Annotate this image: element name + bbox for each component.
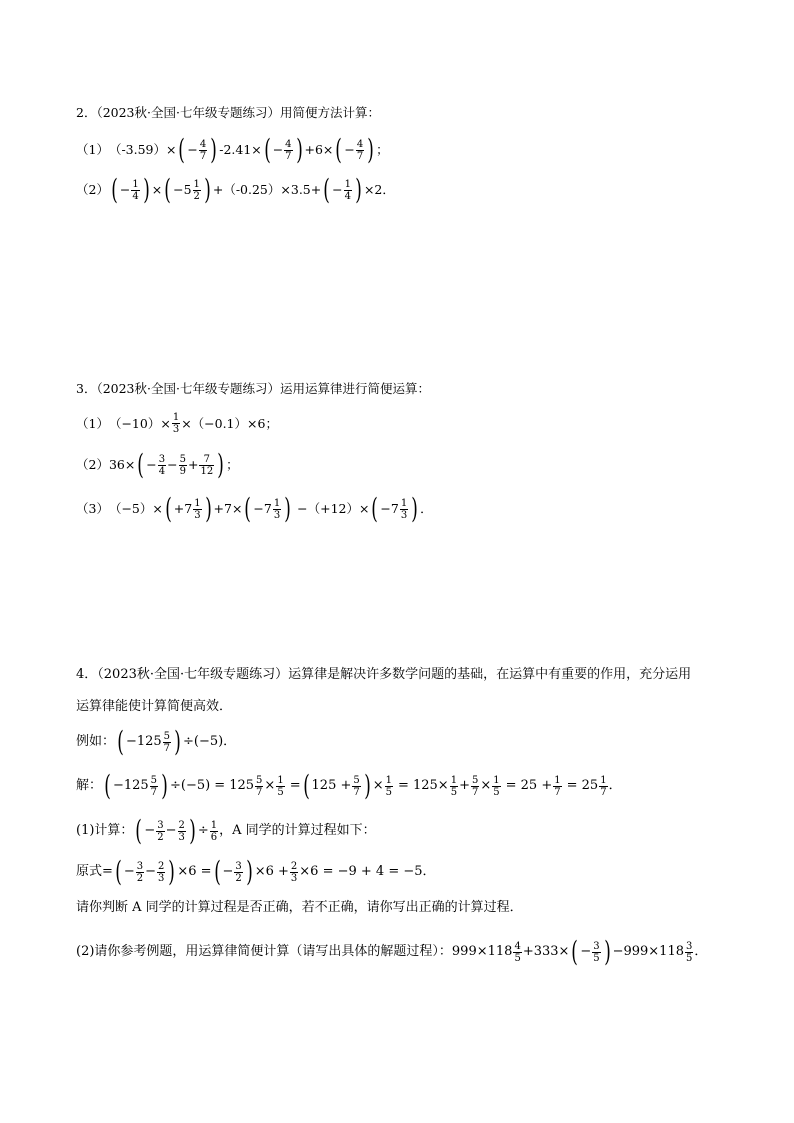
paren-group: ( − $\frac{3}{2}$ ): [212, 858, 255, 886]
numerator: 1: [172, 412, 180, 423]
minus-sign: ( −: [332, 182, 343, 197]
minus-sign: ( −: [272, 142, 284, 157]
numerator: 4: [514, 940, 521, 952]
numerator: 4: [199, 138, 207, 150]
whole-part: ( −5: [173, 182, 192, 197]
fraction: [136, 861, 144, 884]
numerator: 1: [273, 497, 281, 509]
fraction: [158, 454, 166, 477]
fraction: [163, 731, 171, 754]
solution-a: = 125: [214, 778, 255, 793]
whole-part: ( −7: [253, 501, 272, 516]
numerator: 1: [194, 497, 201, 509]
numerator: 4: [356, 138, 364, 150]
fraction: [450, 775, 458, 798]
q4-part1: [76, 817, 376, 845]
q3-part1: [76, 412, 278, 435]
q3-part2: [76, 451, 239, 479]
paren-group: [109, 176, 152, 204]
numerator: 1: [132, 178, 139, 190]
minus-sign: ( −: [119, 182, 131, 197]
fraction: [352, 775, 360, 798]
numerator: 5: [471, 774, 479, 786]
denominator: 3: [194, 509, 201, 521]
q3-p1-label: （1）: [76, 415, 109, 431]
solution-d: +: [459, 778, 470, 793]
denominator: 2: [157, 831, 164, 843]
denominator: 3: [158, 872, 165, 884]
q3-p3-end: ．: [420, 501, 433, 516]
whole-part: ( −7: [380, 501, 399, 516]
q4-title1-text: 4．（2023秋·全国·七年级专题练习）运算律是解决许多数学问题的基础，在运算中有重要的作用，充分运用: [76, 667, 692, 682]
orig-c: ×6 = −9 + 4 = −5．: [299, 864, 436, 879]
denominator: 5: [593, 952, 600, 964]
denominator: 7: [256, 786, 263, 798]
q3-title: [76, 378, 430, 400]
q3-p2-end: ；: [226, 457, 239, 472]
q3-p2-a: 36×: [108, 457, 136, 472]
fraction: [199, 454, 214, 477]
numerator: 1: [344, 178, 352, 190]
paren-group: [333, 136, 376, 164]
fraction: [284, 139, 292, 162]
numerator: 1: [277, 774, 284, 786]
q4-judge: [76, 897, 523, 919]
fraction: [290, 861, 298, 884]
whole-part: ( −125: [125, 734, 162, 749]
q2-title-text: 2．（2023秋·全国·七年级专题练习）用简便方法计算：: [76, 105, 380, 120]
numerator: 1: [554, 774, 561, 786]
q4-p2-tail: −999×118: [612, 944, 684, 959]
q4-p2-text: (2)请你参考例题，用运算律简便计算（请写出具体的解题过程）：999×118: [76, 944, 513, 959]
numerator: 3: [593, 940, 600, 952]
fraction: [685, 941, 693, 964]
paren-group: [163, 495, 214, 523]
orig-label: 原式=: [76, 864, 113, 879]
q2-part2: （2） ( − $\frac{1}{4}$ ) × ( −5 $\frac{1}{2}$ ) +（-0.25）×3.5+ ( − $\frac{1}{4}$ ) ×2．: [76, 176, 395, 204]
fraction: [513, 941, 521, 964]
fraction: [385, 775, 393, 798]
fraction: [131, 179, 139, 202]
numerator: 2: [178, 819, 185, 831]
fraction: [193, 179, 201, 202]
fraction: [156, 820, 164, 843]
numerator: 1: [210, 819, 218, 831]
solution-c: = 125×: [397, 778, 449, 793]
q3-title-text: 3．（2023秋·全国·七年级专题练习）运用运算律进行简便运算：: [76, 381, 430, 396]
denominator: 3: [273, 509, 281, 521]
paren-group: [369, 495, 420, 523]
fraction: [179, 454, 187, 477]
q4-part2: [76, 938, 707, 966]
denominator: 7: [199, 150, 207, 162]
q4-title2-text: 运算律能使计算简便高效．: [76, 699, 233, 714]
paren-group: ( − $\frac{3}{2}$ − $\frac{2}{3}$ ): [113, 858, 177, 886]
denominator: 3: [400, 509, 408, 521]
q3-p2-label: （2）: [76, 457, 109, 472]
q4-example: [76, 728, 236, 756]
q4-original: [76, 858, 436, 886]
denominator: 4: [344, 190, 352, 202]
denominator: 5: [493, 786, 500, 798]
fraction: [400, 498, 408, 521]
fraction: [193, 498, 201, 521]
q4-p1-label: (1)计算：: [76, 823, 134, 838]
paren-group: [301, 772, 373, 800]
q2-p2-end: ×2．: [363, 182, 395, 197]
q3-p3-c: −（+12）×: [297, 501, 370, 516]
denominator: 3: [172, 424, 180, 435]
numerator: 1: [193, 178, 200, 190]
q2-p2-mid: +（-0.25）×3.5+: [212, 182, 322, 197]
q3-p3-label: （3）: [76, 501, 109, 516]
q3-p1-a: （−10）×: [108, 415, 171, 431]
denominator: 2: [235, 872, 242, 884]
denominator: 9: [179, 465, 186, 477]
example-div: ÷(−5)．: [182, 734, 237, 749]
fraction: [492, 775, 500, 798]
whole-part: ( 125 +: [311, 778, 352, 793]
div-sign: ÷: [197, 823, 209, 838]
fraction: [344, 179, 352, 202]
numerator: 2: [158, 860, 165, 872]
numerator: 1: [385, 774, 392, 786]
denominator: 5: [450, 786, 458, 798]
paren-group: [115, 728, 183, 756]
denominator: 5: [514, 952, 521, 964]
whole-part: ( −125: [112, 778, 149, 793]
solution-label: 解：: [76, 778, 103, 793]
denominator: 4: [132, 190, 139, 202]
denominator: 12: [200, 465, 214, 477]
q4-title-line1: [76, 664, 691, 686]
q2-p1-end: ；: [376, 142, 389, 157]
denominator: 6: [210, 831, 218, 843]
fraction: [276, 775, 284, 798]
denominator: 3: [178, 831, 185, 843]
q4-p2-mid: +333×: [522, 944, 570, 959]
fraction: [471, 775, 479, 798]
numerator: 5: [163, 730, 171, 742]
numerator: 1: [400, 497, 408, 509]
minus-sign: ( −: [187, 142, 198, 157]
fraction: [255, 775, 263, 798]
numerator: 5: [179, 453, 186, 465]
q3-p1-b: ×（−0.1）×6；: [181, 415, 278, 431]
solution-b: =: [289, 778, 301, 793]
denominator: 5: [385, 786, 392, 798]
numerator: 1: [493, 774, 500, 786]
fraction: [273, 498, 281, 521]
fraction: [178, 820, 186, 843]
denominator: 2: [136, 872, 144, 884]
denominator: 7: [554, 786, 561, 798]
paren-group: ( − $\frac{3}{4}$ − $\frac{5}{9}$ + $\frac{7}{12}$ ): [135, 451, 226, 479]
q4-p2-end: ．: [694, 944, 708, 959]
numerator: 5: [353, 774, 360, 786]
numerator: 2: [290, 860, 298, 872]
q2-title: [76, 102, 380, 124]
q2-p1-b: -2.41×: [219, 142, 262, 157]
fraction: [356, 139, 364, 162]
fraction: [553, 775, 561, 798]
denominator: 5: [686, 952, 693, 964]
numerator: 3: [136, 860, 144, 872]
whole-part: ( +7: [173, 501, 193, 516]
q3-part3: [76, 495, 433, 523]
times-sign: ×: [372, 778, 384, 793]
paren-group: [176, 136, 219, 164]
q2-p2-label: （2）: [76, 182, 109, 197]
denominator: 3: [290, 872, 298, 884]
numerator: 3: [157, 819, 164, 831]
paren-group: ( − $\frac{3}{2}$ − $\frac{2}{3}$ ): [133, 817, 197, 845]
paren-group: [321, 176, 364, 204]
orig-b: ×6 +: [254, 864, 289, 879]
denominator: 7: [285, 150, 292, 162]
numerator: 1: [600, 774, 607, 786]
solution-e: = 25 +: [505, 778, 553, 793]
q2-p1-a: （-3.59）×: [108, 142, 177, 157]
denominator: 5: [277, 786, 284, 798]
numerator: 3: [158, 453, 166, 465]
fraction: [210, 820, 218, 843]
solution-f: = 25: [566, 778, 599, 793]
times-sign: ×: [264, 778, 276, 793]
minus-sign: ( −: [580, 944, 592, 959]
q3-p3-b: +7×: [213, 501, 243, 516]
denominator: 7: [600, 786, 607, 798]
q4-solution: 解： ( −125 $\frac{5}{7}$ ) ÷(−5) = 125 $\frac{5}{7}$ × $\frac{1}{5}$ = ( 125 + $\frac{5}{7}$ ) × $\frac{1}{5}$ = 125× $\frac{1}{5}$ + $\frac{5}{7}$ × $\frac{1}{5}$ = 25 + $\frac{1}{7}$ = 25 $\frac{1}{7}$ ．: [76, 772, 622, 800]
times-sign: ×: [480, 778, 492, 793]
denominator: 7: [163, 742, 171, 754]
paren-group: [242, 495, 293, 523]
denominator: 7: [150, 786, 158, 798]
denominator: 2: [193, 190, 200, 202]
numerator: 5: [150, 774, 158, 786]
fraction: [150, 775, 158, 798]
fraction: [199, 139, 207, 162]
numerator: 3: [235, 860, 242, 872]
paren-group: [102, 772, 170, 800]
q4-title-line2: [76, 696, 232, 718]
q2-p1-c: +6×: [304, 142, 334, 157]
numerator: 1: [450, 774, 458, 786]
fraction: [172, 412, 180, 435]
denominator: 7: [353, 786, 360, 798]
orig-a: ×6 =: [177, 864, 212, 879]
fraction: [234, 861, 242, 884]
example-label: 例如：: [76, 734, 116, 749]
denominator: 7: [471, 786, 479, 798]
q4-p1-tail: ，A 同学的计算过程如下：: [219, 823, 376, 838]
q2-part1: [76, 136, 389, 164]
denominator: 4: [158, 465, 166, 477]
fraction: [592, 941, 600, 964]
numerator: 7: [203, 453, 211, 465]
paren-group: [569, 938, 612, 966]
numerator: 5: [256, 774, 263, 786]
judge-text: 请你判断 A 同学的计算过程是否正确，若不正确，请你写出正确的计算过程．: [76, 900, 523, 915]
q3-p3-a: （−5）×: [108, 501, 163, 516]
minus-sign: ( −: [344, 142, 355, 157]
numerator: 3: [686, 940, 693, 952]
fraction: [157, 861, 165, 884]
fraction: [599, 775, 607, 798]
solution-end: ．: [608, 778, 622, 793]
paren-group: [262, 136, 305, 164]
denominator: 7: [356, 150, 364, 162]
q2-p1-label: （1）: [76, 142, 109, 157]
numerator: 4: [285, 138, 292, 150]
paren-group: [162, 176, 213, 204]
